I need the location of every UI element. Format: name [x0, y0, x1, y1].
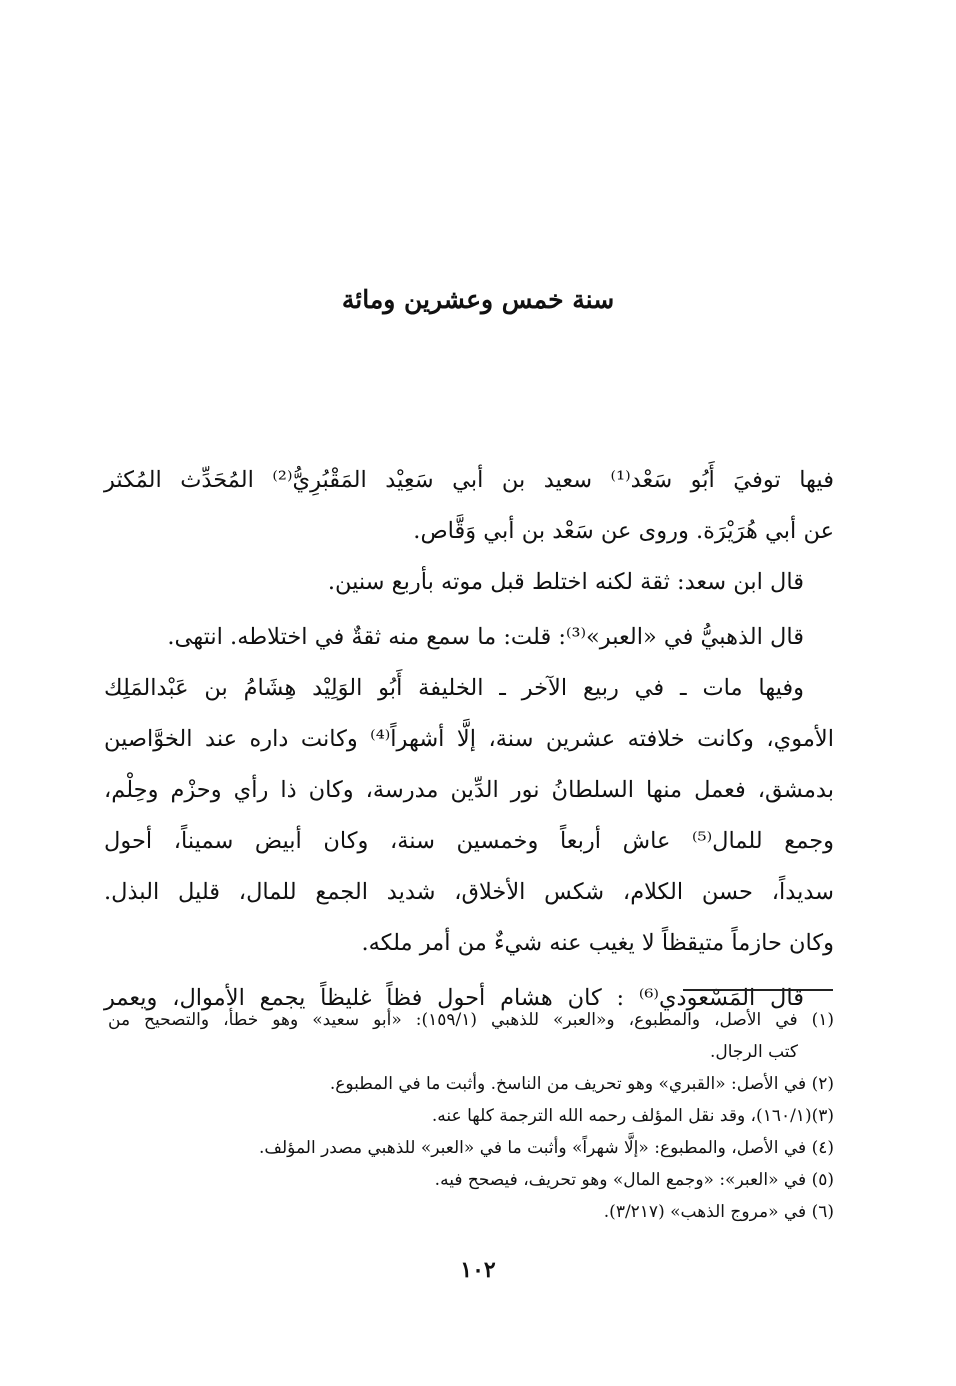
footnote-line: كتب الرجال.: [709, 1042, 798, 1062]
body-line: الأموي، وكانت خلافته عشرين سنة، إلَّا أشهراً⁽⁴⁾ وكانت داره عند الخوَّاصين: [104, 726, 835, 752]
body-line: فيها توفيَ أَبُو سَعْد⁽¹⁾ سعيد بن أبي سَعِيْد المَقْبُرِيُّ⁽²⁾ المُحَدِّث المُكثر: [104, 467, 834, 493]
body-line: قال المَسْعودي⁽⁶⁾ : كان هشام أحول فظاً غليظاً يجمع الأموال، ويعمر: [104, 985, 804, 1011]
footnote-line: (٣)(١٦٠/١)، وقد نقل المؤلف رحمه الله الترجمة كلها عنه.: [431, 1106, 834, 1126]
footnote-line: (٥) في «العبر»: «وجمع المال» وهو تحريف، فيصحح فيه.: [434, 1170, 834, 1190]
body-line: وكان حازماً متيقظاً لا يغيب عنه شيءٌ من أمر ملكه.: [361, 930, 834, 956]
footnote-separator: [683, 989, 833, 991]
body-line: عن أبي هُرَيْرَة. وروى عن سَعْد بن أبي وَقَّاص.: [413, 518, 834, 544]
body-line: سديداً، حسن الكلام، شكس الأخلاق، شديد الجمع للمال، قليل البذل.: [104, 879, 834, 905]
body-line: قال الذهبيُّ في «العبر»⁽³⁾: قلت: ما سمع منه ثقةٌ في اختلاطه. انتهى.: [167, 624, 804, 650]
body-line: بدمشق، فعمل منها السلطانُ نور الدِّين مدرسة، وكان ذا رأي وحزْم وحِلْم،: [104, 777, 834, 803]
body-line: قال ابن سعد: ثقة لكنه اختلط قبل موته بأربع سنين.: [327, 569, 804, 595]
page-number: ١٠٢: [460, 1257, 496, 1283]
main-text: [104, 455, 834, 1024]
footnote-line: (٢) في الأصل: «القبري» وهو تحريف من الناسخ. وأثبت ما في المطبوع.: [329, 1074, 834, 1094]
footnote-line: (٤) في الأصل، والمطبوع: «إلَّا شهراً» وأثبت ما في «العبر» للذهبي مصدر المؤلف.: [259, 1138, 834, 1158]
body-line: وجمع للمال⁽⁵⁾ عاش أربعاً وخمسين سنة، وكان أبيض سميناً، أحول: [104, 828, 834, 854]
footnote-line: (١) في الأصل، والمطبوع، و«العبر» للذهبي (١٥٩/١): «أبو سعيد» وهو خطأ، والتصحيح من: [108, 1010, 834, 1030]
footnote-line: (٦) في «مروج الذهب» (٣/٢١٧).: [603, 1202, 834, 1222]
section-title: سنة خمس وعشرين ومائة: [341, 285, 615, 314]
body-line: وفيها مات ـ في ربيع الآخر ـ الخليفة أَبُو الوَلِيْد هِشَامُ بن عَبْدالمَلِك: [104, 675, 804, 701]
footnotes: [108, 1004, 834, 1228]
